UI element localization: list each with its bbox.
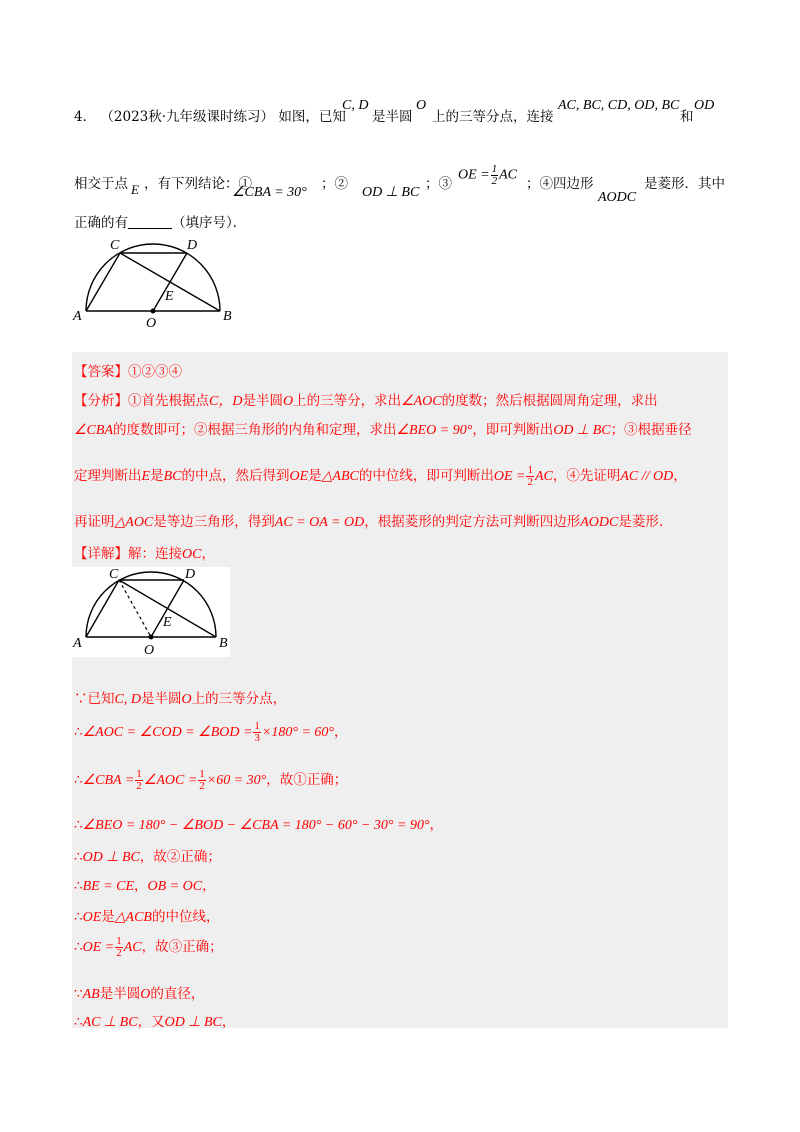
question-number: 4． <box>74 109 97 125</box>
conclusion-2: OD ⊥ BC <box>362 185 420 200</box>
segments: AC, BC, CD, OD, BC <box>558 98 680 113</box>
label-a-2: A <box>73 636 82 651</box>
detail-step-10: ∴AC ⊥ BC，又OD ⊥ BC， <box>74 1014 236 1030</box>
label-e: E <box>165 289 174 304</box>
question-line-2a: 相交于点 <box>74 176 128 192</box>
analysis-line-1: 【分析】①首先根据点C，D是半圆O上的三等分，求出∠AOC的度数；然后根据圆周角定理，求出 <box>74 393 658 409</box>
question-line-3: 正确的有 （填序号）． <box>74 215 247 231</box>
detail-step-5: ∴OD ⊥ BC，故②正确； <box>74 849 221 865</box>
label-o-2: O <box>144 643 155 657</box>
analysis-line-3: 定理判断出E是BC的中点，然后得到OE是△ABC的中位线，即可判断出OE = $\frac{1}{2}$ AC，④先证明AC // OD， <box>74 464 687 488</box>
question-figure <box>70 234 240 330</box>
points-cd: C, D <box>342 98 369 113</box>
analysis-line-4: 再证明△AOC是等边三角形，得到AC = OA = OD，根据菱形的判定方法可判断四边形AODC是菱形. <box>74 514 664 530</box>
sep-2: ；③ <box>425 176 452 192</box>
segment-od: OD <box>694 98 715 113</box>
detail-figure <box>72 567 230 657</box>
text-semicircle: 是半圆 <box>372 109 413 125</box>
detail-step-3: ∴∠CBA = $\frac{1}{2}$ ∠AOC = $\frac{1}{2}$ ×60 = 30°，故①正确； <box>74 768 348 792</box>
label-d: D <box>187 238 198 253</box>
label-o: O <box>146 316 157 330</box>
label-c: C <box>110 238 120 253</box>
circle-o: O <box>416 98 427 113</box>
detail-step-9: ∵AB是半圆O的直径， <box>74 986 205 1002</box>
text-trisect: 上的三等分点，连接 <box>432 109 554 125</box>
label-c-2: C <box>109 567 119 582</box>
label-b-2: B <box>219 636 228 651</box>
sep-3: ；④四边形 <box>526 176 594 192</box>
answer-line: 【答案】①②③④ <box>74 364 182 380</box>
sep-1: ；② <box>321 176 348 192</box>
label-e-2: E <box>163 615 172 630</box>
detail-step-4: ∴∠BEO = 180° − ∠BOD − ∠CBA = 180° − 60° − 30° = 90°， <box>74 817 444 833</box>
text-and: 和 <box>680 109 694 125</box>
conclusion-3: OE = $\frac{1}{2}$ AC <box>458 163 517 187</box>
detail-step-7: ∴OE是△ACB的中位线， <box>74 909 220 925</box>
detail-step-8: ∴OE = $\frac{1}{2}$ AC，故③正确； <box>74 935 223 959</box>
detail-intro: 【详解】解：连接OC， <box>74 546 215 562</box>
answer-blank[interactable] <box>128 216 172 229</box>
analysis-line-2: ∠CBA的度数即可；②根据三角形的内角和定理，求出∠BEO = 90°，即可判断出OD ⊥ BC；③根据垂径 <box>74 422 692 438</box>
point-e: E <box>131 182 139 197</box>
question-line-1: 4． （2023秋·九年级课时练习） 如图，已知 <box>74 109 346 125</box>
conclusion-4: AODC <box>598 190 637 205</box>
text-rhombus: 是菱形．其中 <box>644 176 725 192</box>
detail-step-1: ∵已知C, D是半圆O上的三等分点， <box>74 691 287 707</box>
detail-step-2: ∴∠AOC = ∠COD = ∠BOD = $\frac{1}{3}$ ×180° = 60°， <box>74 720 348 744</box>
conclusion-1: ∠CBA = 30° <box>232 185 307 200</box>
label-d-2: D <box>185 567 196 582</box>
text-conclusions: ，有下列结论：① <box>144 176 252 192</box>
question-source: （2023秋·九年级课时练习） <box>100 109 275 125</box>
label-b: B <box>223 309 232 324</box>
detail-step-6: ∴BE = CE，OB = OC， <box>74 878 216 894</box>
answer-value: ①②③④ <box>128 364 182 380</box>
label-a: A <box>73 309 82 324</box>
